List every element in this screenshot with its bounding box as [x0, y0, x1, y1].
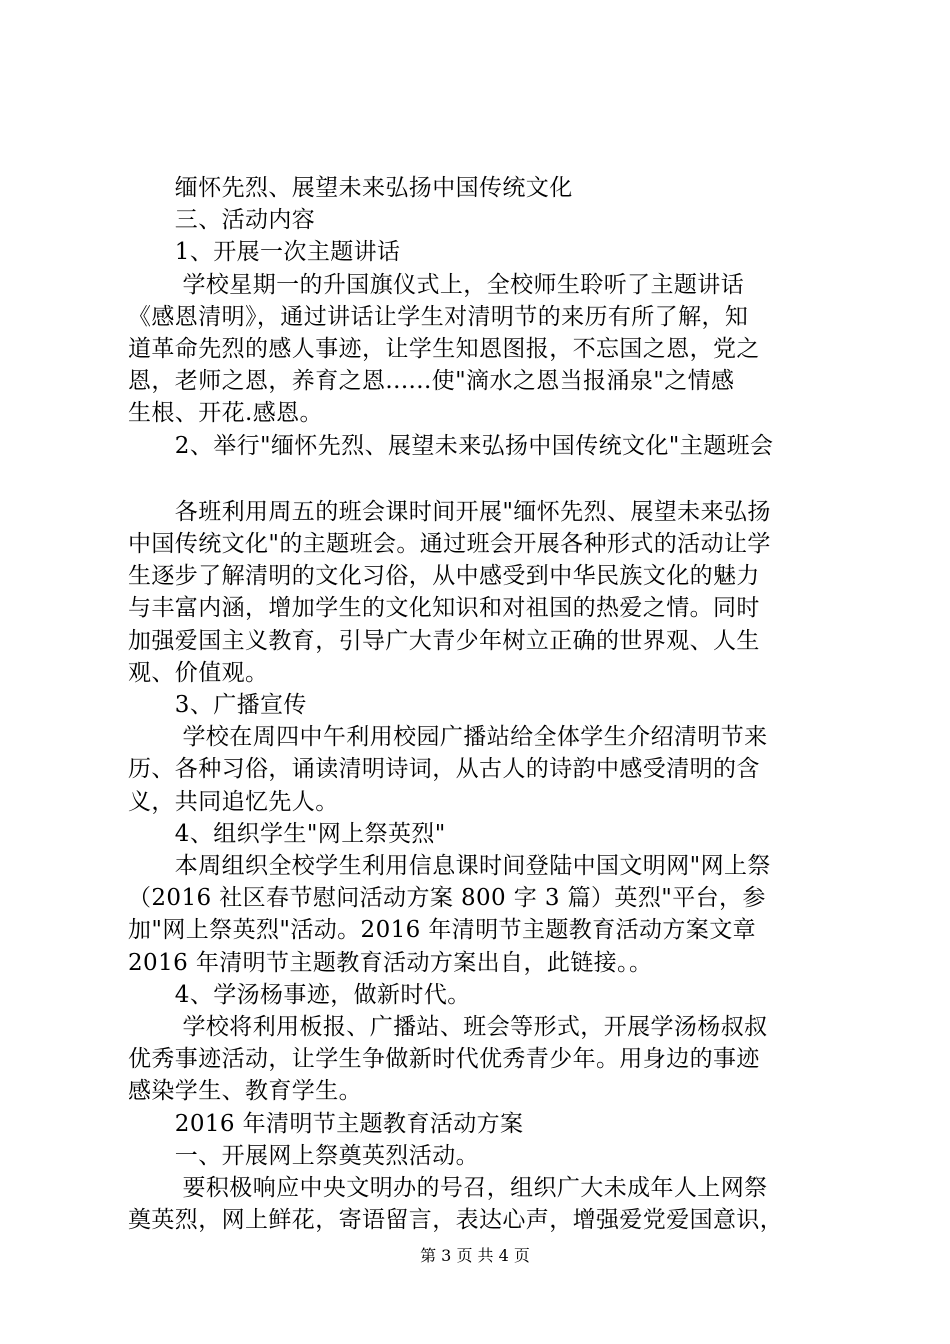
text-line: 学校将利用板报、广播站、班会等形式，开展学汤杨叔叔: [128, 1014, 768, 1041]
text-line: 要积极响应中央文明办的号召，组织广大未成年人上网祭: [128, 1175, 768, 1202]
text-line: 2016 年清明节主题教育活动方案: [128, 1110, 524, 1137]
text-line: 学校星期一的升国旗仪式上，全校师生聆听了主题讲话: [128, 271, 745, 298]
text-line: 生根、开花.感恩。: [128, 400, 323, 427]
document-body: [128, 172, 828, 1237]
text-line: 3、广播宣传: [128, 692, 307, 719]
text-line: 中国传统文化"的主题班会。通过班会开展各种形式的活动让学: [128, 531, 771, 558]
text-line: （2016 社区春节慰问活动方案 800 字 3 篇）英烈"平台，参: [128, 885, 766, 912]
text-line: 观、价值观。: [128, 659, 269, 686]
text-line: 奠英烈，网上鲜花，寄语留言，表达心声，增强爱党爱国意识，: [128, 1207, 784, 1234]
text-line: 加"网上祭英烈"活动。2016 年清明节主题教育活动方案文章: [128, 917, 757, 944]
text-line: 三、活动内容: [128, 207, 316, 234]
text-line: 学校在周四中午利用校园广播站给全体学生介绍清明节来: [128, 724, 768, 751]
text-line: 感染学生、教育学生。: [128, 1078, 362, 1105]
text-line: 历、各种习俗，诵读清明诗词，从古人的诗韵中感受清明的含: [128, 756, 760, 783]
text-line: 各班利用周五的班会课时间开展"缅怀先烈、展望未来弘扬: [128, 498, 771, 525]
text-line: 《感恩清明》，通过讲话让学生对清明节的来历有所了解，知: [128, 303, 749, 330]
text-line: 恩，老师之恩，养育之恩......使"滴水之恩当报涌泉"之情感: [128, 368, 735, 395]
text-line: 与丰富内涵，增加学生的文化知识和对祖国的热爱之情。同时: [128, 595, 760, 622]
text-line: 缅怀先烈、展望未来弘扬中国传统文化: [128, 175, 573, 201]
text-line: 加强爱国主义教育，引导广大青少年树立正确的世界观、人生: [128, 627, 760, 654]
text-line: 2016 年清明节主题教育活动方案出自，此链接。。: [128, 949, 653, 976]
text-line: 本周组织全校学生利用信息课时间登陆中国文明网"网上祭: [128, 853, 771, 880]
page-number-footer: 第 3 页 共 4 页: [420, 1246, 530, 1265]
text-line: 道革命先烈的感人事迹，让学生知恩图报，不忘国之恩，党之: [128, 336, 760, 363]
text-line: 一、开展网上祭奠英烈活动。: [128, 1142, 479, 1169]
paragraph-gap: [128, 462, 828, 496]
text-line: 义，共同追忆先人。: [128, 788, 339, 815]
text-line: 生逐步了解清明的文化习俗，从中感受到中华民族文化的魅力: [128, 563, 760, 590]
text-line: 4、组织学生"网上祭英烈": [128, 820, 446, 847]
text-line: 4、学汤杨事迹，做新时代。: [128, 981, 471, 1008]
text-line: 优秀事迹活动，让学生争做新时代优秀青少年。用身边的事迹: [128, 1046, 760, 1073]
text-line: 2、举行"缅怀先烈、展望未来弘扬中国传统文化"主题班会: [128, 432, 774, 459]
text-line: 1、开展一次主题讲话: [128, 239, 401, 266]
